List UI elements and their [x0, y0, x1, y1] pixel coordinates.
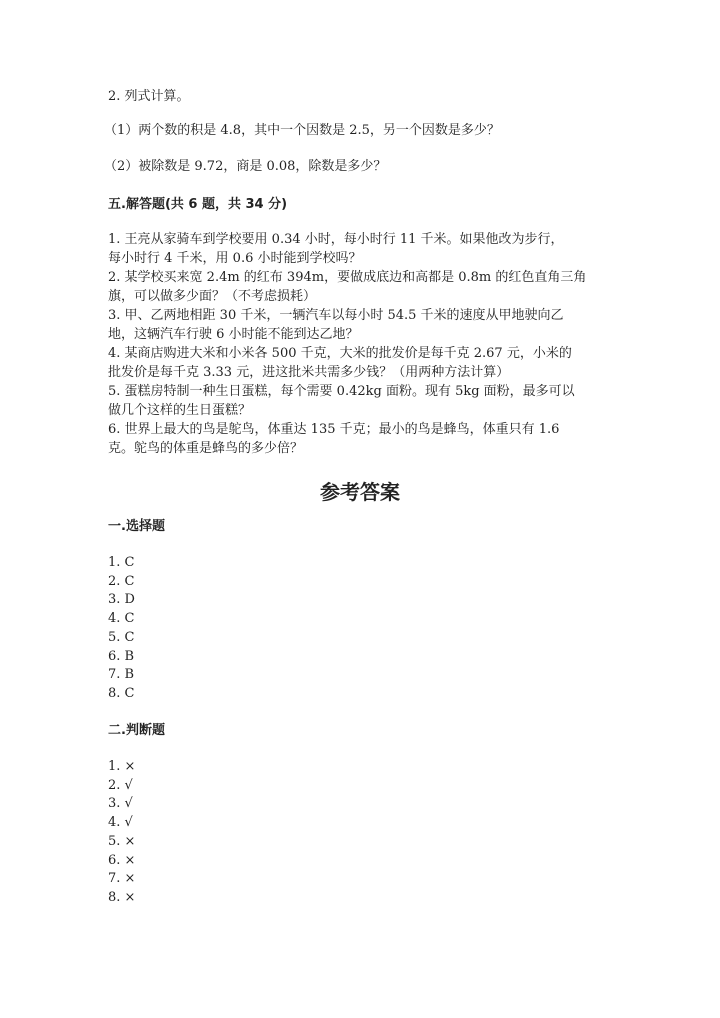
judge-answer: 8. ×: [108, 889, 136, 905]
problem-line: 批发价是每千克 3.33 元，进这批米共需多少钱？（用两种方法计算）: [108, 365, 510, 380]
judge-answer: 4. √: [108, 815, 133, 831]
part2-item: （2）被除数是 9.72，商是 0.08，除数是多少？: [104, 159, 387, 174]
judge-answer: 1. ×: [108, 759, 136, 774]
choice-heading: 一.选择题: [108, 519, 165, 534]
judge-answer: 5. ×: [108, 833, 136, 849]
judge-heading: 二.判断题: [108, 723, 165, 738]
part2-item: （1）两个数的积是 4.8，其中一个因数是 2.5，另一个因数是多少？: [104, 123, 500, 138]
problem-line: 每小时行 4 千米，用 0.6 小时能到学校吗？: [108, 251, 362, 266]
choice-answer: 6. B: [108, 648, 135, 664]
choice-answer: 1. C: [108, 555, 135, 570]
problem-line: 地，这辆汽车行驶 6 小时能不能到达乙地？: [108, 327, 359, 342]
judge-answer: 2. √: [108, 777, 133, 793]
problem-line: 克。鸵鸟的体重是蜂鸟的多少倍？: [108, 441, 304, 456]
choice-answer: 4. C: [108, 611, 135, 627]
judge-answer: 6. ×: [108, 852, 136, 868]
problem-line: 5. 蛋糕房特制一种生日蛋糕，每个需要 0.42kg 面粉。现有 5kg 面粉，最多可以: [108, 384, 575, 399]
problem-line: 3. 甲、乙两地相距 30 千米，一辆汽车以每小时 54.5 千米的速度从甲地驶向乙: [108, 308, 564, 323]
problem-line: 2. 某学校买来宽 2.4m 的红布 394m，要做成底边和高都是 0.8m 的红色直角三角: [108, 270, 587, 285]
problem-line: 旗，可以做多少面？（不考虑损耗）: [108, 289, 317, 304]
choice-answer: 3. D: [108, 592, 135, 608]
problem-line: 1. 王亮从家骑车到学校要用 0.34 小时，每小时行 11 千米。如果他改为步行，: [108, 232, 564, 247]
choice-answer: 2. C: [108, 573, 135, 589]
part2-heading: 2. 列式计算。: [108, 89, 190, 104]
judge-answer: 3. √: [108, 796, 133, 812]
problem-line: 4. 某商店购进大米和小米各 500 千克，大米的批发价是每千克 2.67 元，小米的: [108, 346, 572, 361]
choice-answer: 5. C: [108, 629, 135, 645]
answers-title: 参考答案: [320, 480, 400, 504]
choice-answer: 7. B: [108, 667, 135, 683]
problem-line: 6. 世界上最大的鸟是鸵鸟，体重达 135 千克；最小的鸟是蜂鸟，体重只有 1.6: [108, 422, 560, 437]
choice-answer: 8. C: [108, 685, 135, 701]
section5-heading: 五.解答题(共 6 题，共 34 分): [108, 197, 288, 212]
problem-line: 做几个这样的生日蛋糕？: [108, 403, 252, 418]
judge-answer: 7. ×: [108, 871, 136, 887]
